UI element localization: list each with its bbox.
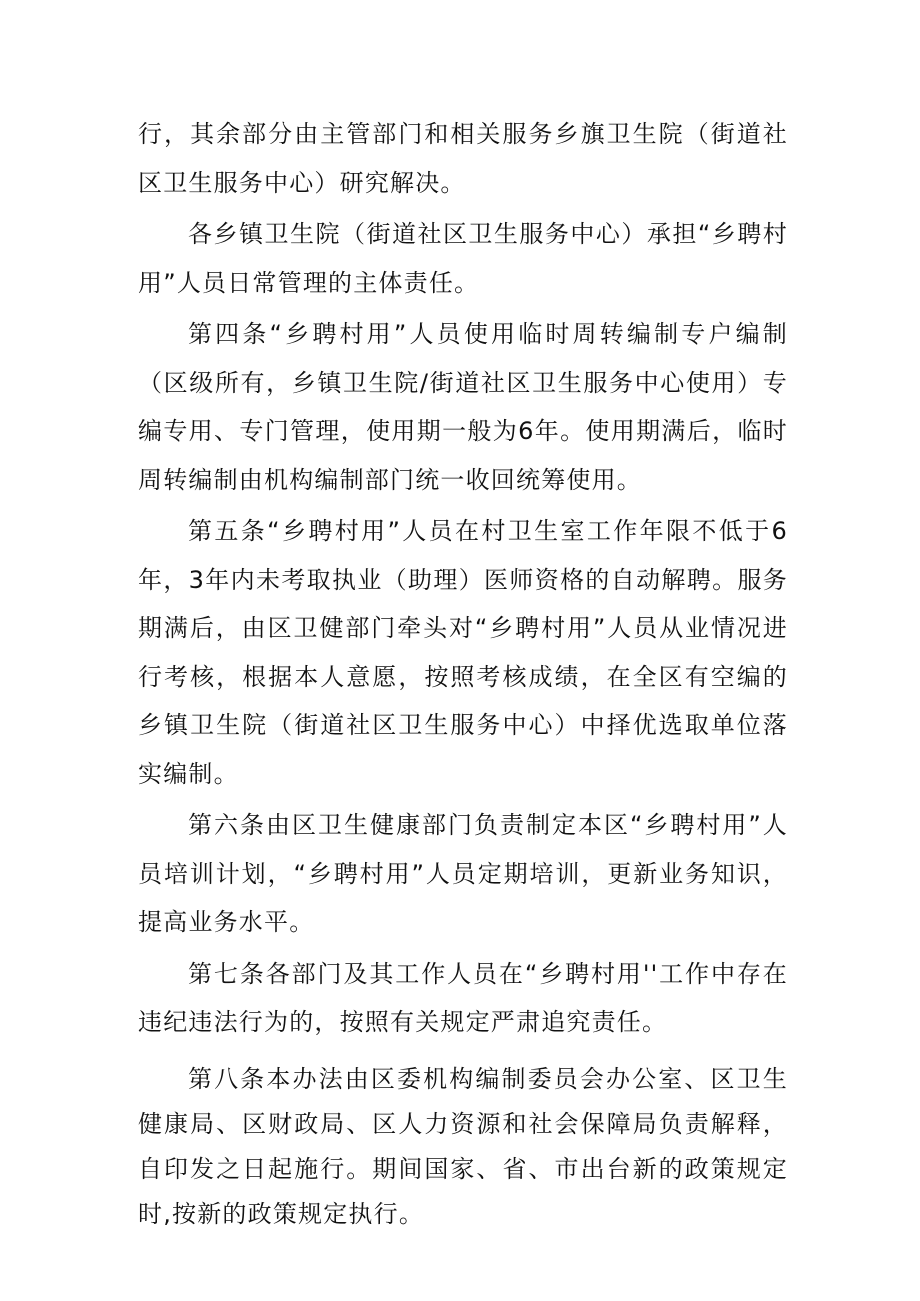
paragraph-article-4: 第四条“乡聘村用”人员使用临时周转编制专户编制（区级所有，乡镇卫生院/街道社区卫生服务中心使用）专编专用、专门管理，使用期一般为6年。使用期满后，临时周转编制由机构编制部门统一收回统筹使用。: [138, 320, 788, 494]
paragraph-continuation: 行，其余部分由主管部门和相关服务乡旗卫生院（街道社区卫生服务中心）研究解决。: [138, 120, 788, 197]
paragraph-article-6: 第六条由区卫生健康部门负责制定本区“乡聘村用”人员培训计划，“乡聘村用”人员定期培训，更新业务知识，提高业务水平。: [138, 811, 788, 936]
paragraph-article-7: 第七条各部门及其工作人员在“乡聘村用''工作中存在违纪违法行为的，按照有关规定严肃追究责任。: [138, 959, 788, 1036]
paragraph-article-8: 第八条本办法由区委机构编制委员会办公室、区卫生健康局、区财政局、区人力资源和社会保障局负责解释，自印发之日起施行。期间国家、省、市出台新的政策规定时,按新的政策规定执行。: [138, 1064, 788, 1228]
document-body: [138, 110, 788, 1237]
paragraph-responsibility: 各乡镇卫生院（街道社区卫生服务中心）承担“乡聘村用”人员日常管理的主体责任。: [138, 220, 788, 297]
paragraph-article-5: 第五条“乡聘村用”人员在村卫生室工作年限不低于6年，3年内未考取执业（助理）医师资格的自动解聘。服务期满后，由区卫健部门牵头对“乡聘村用”人员从业情况进行考核，根据本人意愿，按照考核成绩，在全区有空编的乡镇卫生院（街道社区卫生服务中心）中择优选取单位落实编制。: [138, 517, 788, 788]
